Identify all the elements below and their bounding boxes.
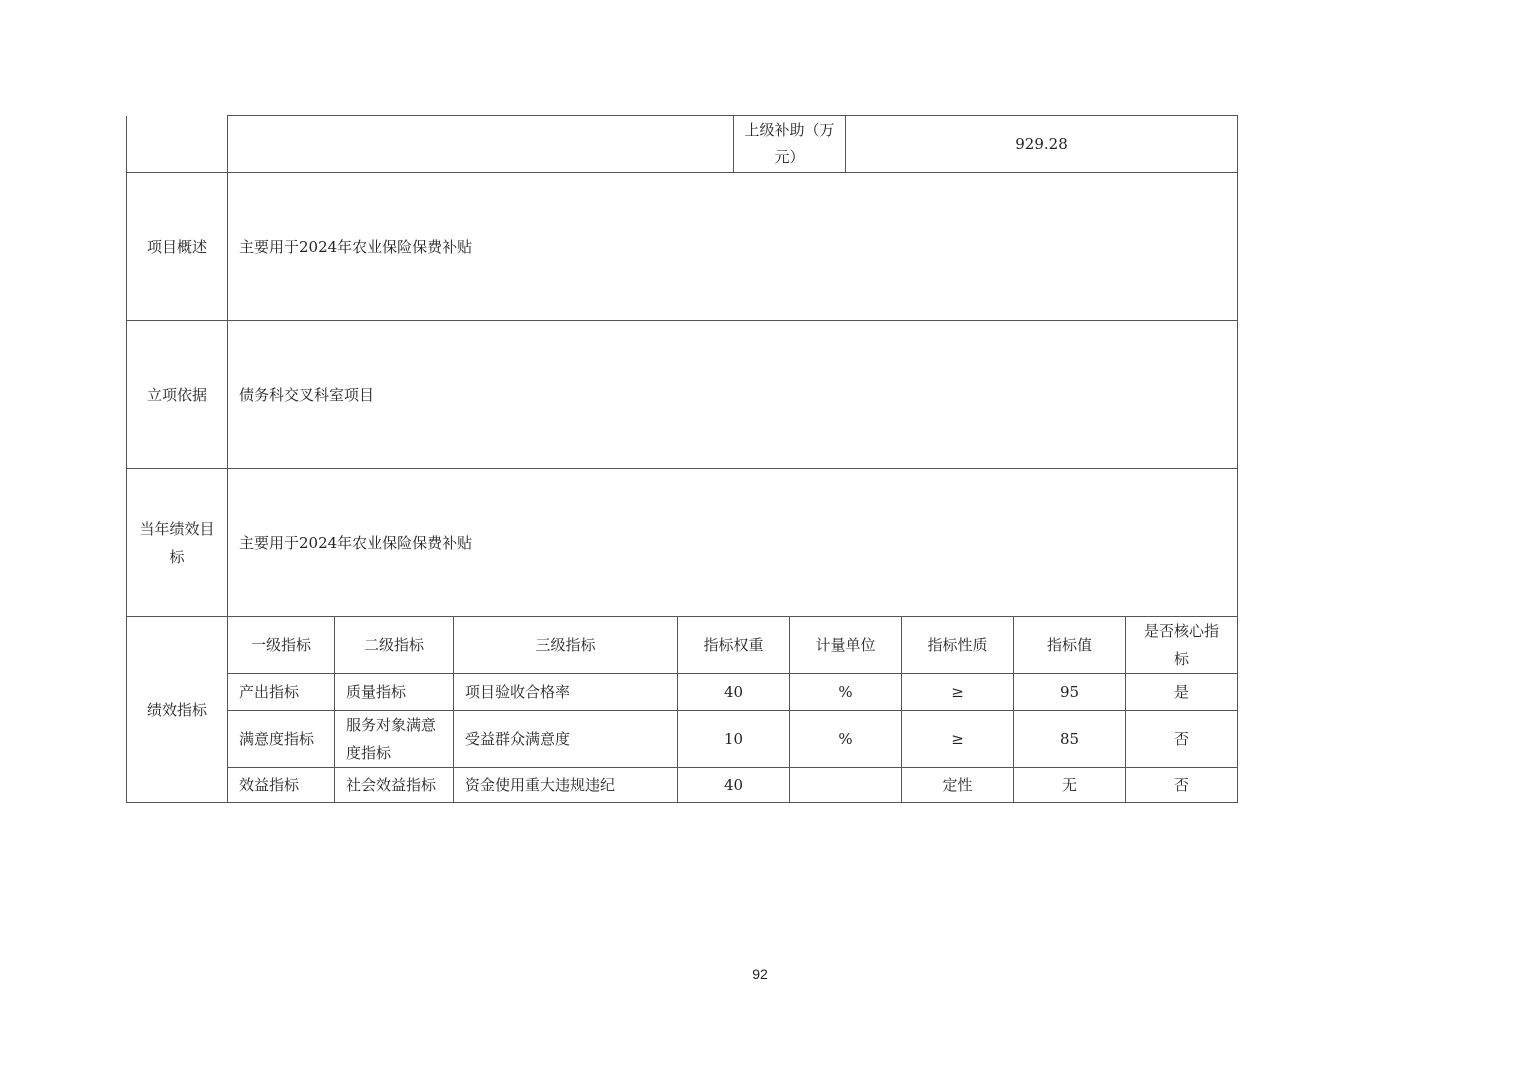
indicators-label: 绩效指标 xyxy=(146,700,207,719)
overview-text: 主要用于2024年农业保险保费补贴 xyxy=(239,237,473,256)
page-number: 92 xyxy=(752,966,768,982)
row1-level1: 产出指标 xyxy=(239,683,300,701)
row3-level3: 资金使用重大违规违纪 xyxy=(465,776,616,794)
row2-value: 85 xyxy=(1059,730,1080,748)
superior-subsidy-label-line1: 上级补助（万 xyxy=(744,121,835,139)
goal-label-line2: 标 xyxy=(169,547,185,566)
row3-weight: 40 xyxy=(723,776,744,794)
row3-nature: 定性 xyxy=(942,776,973,794)
table-hline xyxy=(126,802,1238,803)
row1-level2: 质量指标 xyxy=(346,683,407,701)
superior-subsidy-label-line2: 元） xyxy=(774,148,805,166)
row1-level3: 项目验收合格率 xyxy=(465,683,571,701)
row3-value: 无 xyxy=(1061,776,1077,794)
row3-core: 否 xyxy=(1173,776,1189,794)
goal-label xyxy=(127,469,227,616)
header-core-line1: 是否核心指 xyxy=(1143,622,1219,640)
row1-weight: 40 xyxy=(723,683,744,701)
goal-text: 主要用于2024年农业保险保费补贴 xyxy=(239,533,473,552)
basis-label: 立项依据 xyxy=(146,385,207,404)
row3-level1: 效益指标 xyxy=(239,776,300,794)
row2-nature: ≥ xyxy=(951,730,964,748)
header-core xyxy=(1126,617,1237,673)
row1-core: 是 xyxy=(1173,683,1189,701)
header-level2: 二级指标 xyxy=(363,636,424,654)
header-level1: 一级指标 xyxy=(250,636,311,654)
header-unit: 计量单位 xyxy=(815,636,876,654)
header-core-line2: 标 xyxy=(1173,650,1189,668)
overview-label: 项目概述 xyxy=(146,237,207,256)
row2-level2 xyxy=(335,711,453,767)
header-weight: 指标权重 xyxy=(703,636,764,654)
row1-value: 95 xyxy=(1059,683,1080,701)
row1-unit: % xyxy=(838,683,853,701)
row3-level2: 社会效益指标 xyxy=(346,776,437,794)
goal-label-line1: 当年绩效目 xyxy=(139,519,215,538)
table-border-right xyxy=(1237,115,1238,803)
row2-core: 否 xyxy=(1173,730,1189,748)
row2-weight: 10 xyxy=(723,730,744,748)
header-value: 指标值 xyxy=(1046,636,1092,654)
row3-unit xyxy=(790,768,901,802)
row2-level2-line2: 度指标 xyxy=(346,744,392,762)
row2-unit: % xyxy=(838,730,853,748)
header-nature: 指标性质 xyxy=(927,636,988,654)
basis-text: 债务科交叉科室项目 xyxy=(239,385,375,404)
superior-subsidy-label xyxy=(734,116,845,172)
row2-level1: 满意度指标 xyxy=(239,730,315,748)
row2-level2-line1: 服务对象满意 xyxy=(346,716,437,734)
row1-nature: ≥ xyxy=(951,683,964,701)
header-level3: 三级指标 xyxy=(535,636,596,654)
superior-subsidy-value: 929.28 xyxy=(1015,135,1068,153)
row2-level3: 受益群众满意度 xyxy=(465,730,571,748)
